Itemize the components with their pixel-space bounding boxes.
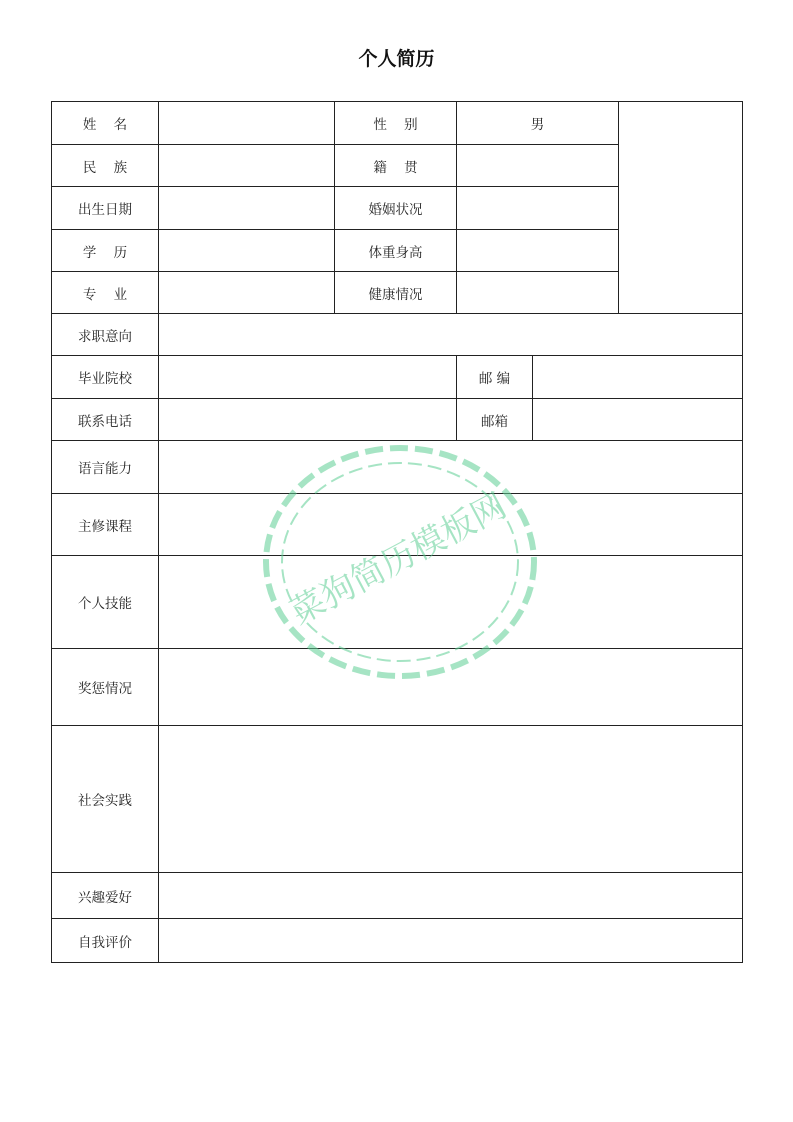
major-label: 专 业 (52, 272, 159, 314)
education-label: 学 历 (52, 230, 159, 272)
phone-label: 联系电话 (52, 399, 159, 441)
major-courses-value[interactable] (159, 494, 743, 556)
name-label: 姓 名 (52, 102, 159, 145)
marital-status-value[interactable] (457, 187, 619, 230)
personal-skills-value[interactable] (159, 556, 743, 649)
gender-value[interactable]: 男 (457, 102, 619, 145)
email-value[interactable] (533, 399, 743, 441)
gender-label: 性 别 (335, 102, 457, 145)
awards-value[interactable] (159, 649, 743, 726)
marital-status-label: 婚姻状况 (335, 187, 457, 230)
photo-box[interactable] (619, 102, 743, 314)
language-skills-label: 语言能力 (52, 441, 159, 494)
ethnicity-value[interactable] (159, 145, 335, 187)
hobbies-value[interactable] (159, 873, 743, 919)
social-practice-label: 社会实践 (52, 726, 159, 873)
health-label: 健康情况 (335, 272, 457, 314)
native-place-value[interactable] (457, 145, 619, 187)
name-value[interactable] (159, 102, 335, 145)
hobbies-label: 兴趣爱好 (52, 873, 159, 919)
page-title: 个人简历 (358, 48, 435, 70)
ethnicity-label: 民 族 (52, 145, 159, 187)
social-practice-value[interactable] (159, 726, 743, 873)
birth-date-label: 出生日期 (52, 187, 159, 230)
awards-label: 奖惩情况 (52, 649, 159, 726)
phone-value[interactable] (159, 399, 457, 441)
height-weight-label: 体重身高 (335, 230, 457, 272)
education-value[interactable] (159, 230, 335, 272)
major-courses-label: 主修课程 (52, 494, 159, 556)
postcode-label: 邮 编 (457, 356, 533, 399)
language-skills-value[interactable] (159, 441, 743, 494)
school-value[interactable] (159, 356, 457, 399)
postcode-value[interactable] (533, 356, 743, 399)
personal-skills-label: 个人技能 (52, 556, 159, 649)
job-intention-value[interactable] (159, 314, 743, 356)
birth-date-value[interactable] (159, 187, 335, 230)
health-value[interactable] (457, 272, 619, 314)
email-label: 邮箱 (457, 399, 533, 441)
height-weight-value[interactable] (457, 230, 619, 272)
self-evaluation-value[interactable] (159, 919, 743, 963)
school-label: 毕业院校 (52, 356, 159, 399)
resume-table (51, 101, 743, 963)
self-evaluation-label: 自我评价 (52, 919, 159, 963)
watermark-text: 菜狗简历模板网 (284, 485, 514, 633)
native-place-label: 籍 贯 (335, 145, 457, 187)
job-intention-label: 求职意向 (52, 314, 159, 356)
major-value[interactable] (159, 272, 335, 314)
